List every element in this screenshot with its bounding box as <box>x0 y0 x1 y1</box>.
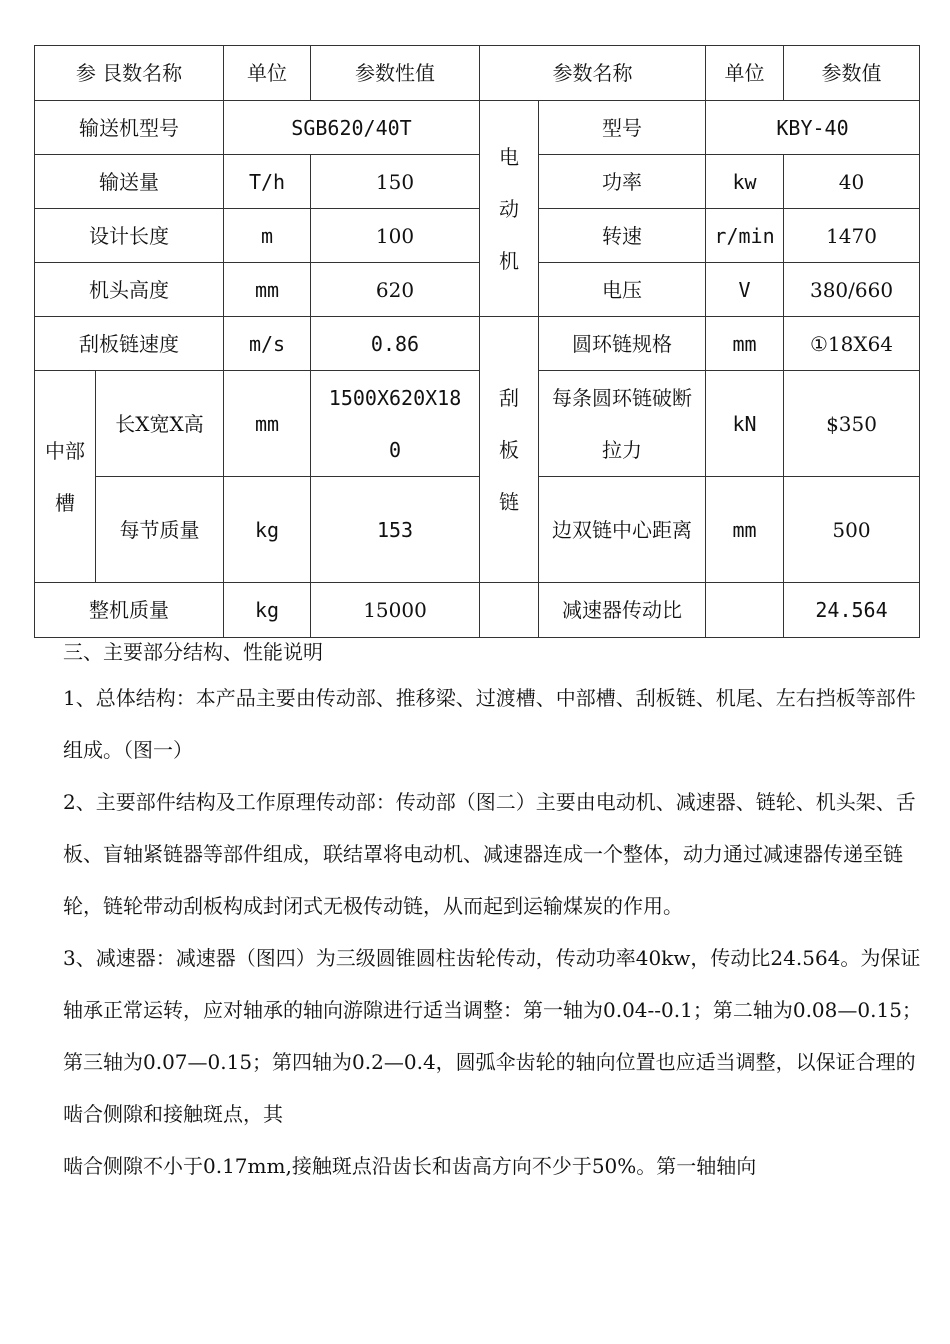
header-param-name-2: 参数名称 <box>480 46 706 101</box>
cell-name: 整机质量 <box>35 583 224 638</box>
cell-name-2: 电压 <box>539 263 706 317</box>
cell-value: 620 <box>311 263 480 317</box>
cell-name-2: 减速器传动比 <box>539 583 706 638</box>
cell-unit-2: kw <box>706 155 784 209</box>
cell-unit: kg <box>224 477 311 583</box>
paragraph-drive-unit: 2、主要部件结构及工作原理传动部：传动部（图二）主要由电动机、减速器、链轮、机头架、舌板、盲轴紧链器等部件组成，联结罩将电动机、减速器连成一个整体，动力通过减速器传递至链轮，链轮带动刮板构成封闭式无极传动链，从而起到运输煤炭的作用。 <box>63 790 916 918</box>
parameter-table <box>34 45 920 638</box>
paragraph-reducer: 3、减速器：减速器（图四）为三级圆锥圆柱齿轮传动，传动功率40kw，传动比24.564。为保证轴承正常运转，应对轴承的轴向游隙进行适当调整：第一轴为0.04--0.1；第二轴为0.08—0.15；第三轴为0.07—0.15；第四轴为0.2—0.4，圆弧伞齿轮的轴向位置也应适当调整，以保证合理的啮合侧隙和接触斑点，其 <box>63 946 922 1126</box>
body-text <box>63 632 923 1192</box>
group-label-motor: 电动机 <box>480 101 539 317</box>
cell-name-2: 边双链中心距离 <box>539 477 706 583</box>
cell-value: 1500X620X180 <box>311 371 480 477</box>
cell-value-2: KBY-40 <box>706 101 920 155</box>
cell-sub-name: 每节质量 <box>96 477 224 583</box>
cell-empty <box>480 583 539 638</box>
cell-value-2: $350 <box>784 371 920 477</box>
cell-name: 机头高度 <box>35 263 224 317</box>
cell-value-2: 380/660 <box>784 263 920 317</box>
header-unit-2: 单位 <box>706 46 784 101</box>
cell-name: 输送量 <box>35 155 224 209</box>
cell-value-2: 24.564 <box>784 583 920 638</box>
cell-unit-2: r/min <box>706 209 784 263</box>
cell-name-2: 圆环链规格 <box>539 317 706 371</box>
cell-name: 设计长度 <box>35 209 224 263</box>
cell-value: 100 <box>311 209 480 263</box>
cell-value: 153 <box>311 477 480 583</box>
cell-name-2: 转速 <box>539 209 706 263</box>
cell-value: 150 <box>311 155 480 209</box>
paragraph-overall-structure: 1、总体结构：本产品主要由传动部、推移梁、过渡槽、中部槽、刮板链、机尾、左右挡板等部件组成。（图一） <box>63 686 916 762</box>
cell-value-2: ①18X64 <box>784 317 920 371</box>
cell-value-2: 500 <box>784 477 920 583</box>
header-unit: 单位 <box>224 46 311 101</box>
cell-unit: m <box>224 209 311 263</box>
cell-name: 刮板链速度 <box>35 317 224 371</box>
cell-value: SGB620/40T <box>224 101 480 155</box>
cell-value-2: 40 <box>784 155 920 209</box>
cell-unit: m/s <box>224 317 311 371</box>
group-label-middle-trough: 中部槽 <box>35 371 96 583</box>
cell-unit: kg <box>224 583 311 638</box>
header-param-value-2: 参数值 <box>784 46 920 101</box>
header-param-value: 参数性值 <box>311 46 480 101</box>
section-heading: 三、主要部分结构、性能说明 <box>63 640 323 664</box>
cell-unit-2: mm <box>706 317 784 371</box>
group-label-chain: 刮板链 <box>480 317 539 583</box>
cell-unit: T/h <box>224 155 311 209</box>
cell-name-2: 型号 <box>539 101 706 155</box>
cell-unit-2: mm <box>706 477 784 583</box>
cell-unit-2: V <box>706 263 784 317</box>
cell-value: 15000 <box>311 583 480 638</box>
cell-name-2: 每条圆环链破断拉力 <box>539 371 706 477</box>
cell-unit-empty <box>706 583 784 638</box>
paragraph-reducer-cont: 啮合侧隙不小于0.17mm,接触斑点沿齿长和齿高方向不少于50%。第一轴轴向 <box>63 1154 757 1178</box>
cell-value: 0.86 <box>311 317 480 371</box>
cell-unit-2: kN <box>706 371 784 477</box>
cell-unit: mm <box>224 371 311 477</box>
cell-sub-name: 长X宽X高 <box>96 371 224 477</box>
cell-name-2: 功率 <box>539 155 706 209</box>
header-param-name: 参 艮数名称 <box>35 46 224 101</box>
cell-name: 输送机型号 <box>35 101 224 155</box>
cell-unit: mm <box>224 263 311 317</box>
cell-value-2: 1470 <box>784 209 920 263</box>
